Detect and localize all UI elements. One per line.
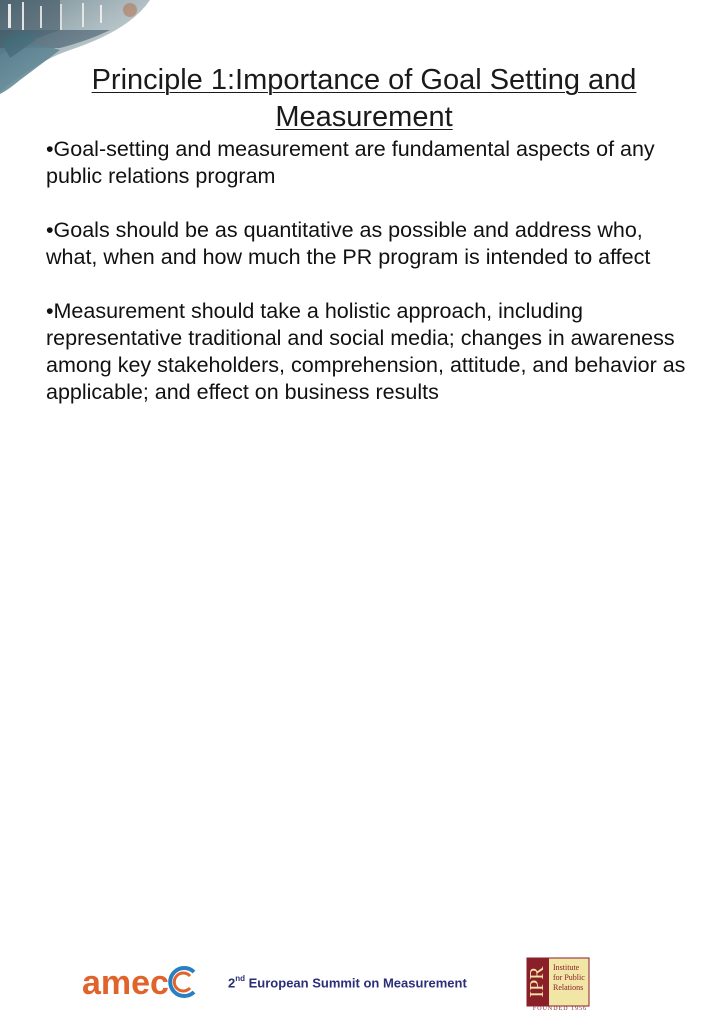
summit-ordinal: 2	[228, 975, 236, 991]
ipr-name-line: Relations	[553, 983, 584, 992]
summit-text: European Summit on Measurement	[248, 975, 467, 991]
summit-label	[228, 975, 467, 990]
bullet-item: •Measurement should take a holistic approach, including representative traditional and social media; changes in awareness among key stakeholders, comprehension, attitude, and behavior as applicable; and effect on business results	[46, 299, 686, 404]
slide-title: Principle 1:Importance of Goal Setting and Measurement	[91, 64, 637, 133]
bullet-item: •Goals should be as quantitative as possible and address who, what, when and how much the PR program is intended to affect	[46, 218, 651, 269]
ipr-letters: IPR	[526, 966, 548, 998]
bullet-list	[46, 136, 686, 406]
summit-ordinal-suffix: nd	[235, 974, 246, 983]
ipr-name-line: Institute	[553, 963, 580, 972]
amec-logo-icon	[82, 962, 214, 1002]
ipr-founded-text: FOUNDED 1956	[532, 1006, 588, 1012]
ipr-logo-icon	[527, 956, 593, 1008]
slide-footer	[0, 478, 728, 1012]
amec-logo-text: amec	[82, 964, 169, 1002]
bullet-item: •Goal-setting and measurement are fundamental aspects of any public relations program	[46, 137, 655, 188]
ipr-name-line: for Public	[553, 973, 585, 982]
